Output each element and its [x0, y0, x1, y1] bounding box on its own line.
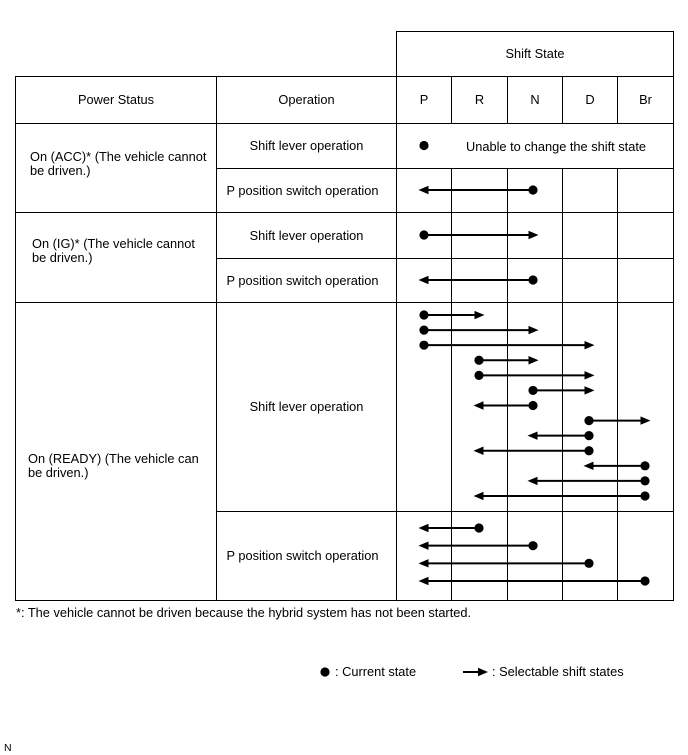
state-cell-br: [617, 302, 674, 512]
power-status-heading: Power Status: [77, 92, 155, 107]
unable-to-change-note: Unable to change the shift state: [466, 139, 646, 154]
state-cell-br: [617, 258, 674, 303]
power-status-line: be driven.): [32, 250, 93, 265]
state-cell-merged: [396, 123, 674, 169]
state-cell-br: [617, 212, 674, 259]
state-cell-n: [507, 258, 563, 303]
state-cell-r: [451, 168, 508, 213]
corner-label: N: [4, 742, 12, 754]
state-cell-n: [507, 168, 563, 213]
power-status-text: [32, 237, 195, 265]
state-cell-n: [507, 212, 563, 259]
column-header-n: [507, 76, 563, 124]
shift-state-title: Shift State: [505, 46, 565, 61]
footnote: *: The vehicle cannot be driven because the hybrid system has not been started.: [16, 605, 472, 620]
column-header-d: [562, 76, 618, 124]
shift-state-header: [396, 31, 674, 77]
power-status-line: On (IG)* (The vehicle cannot: [32, 236, 195, 251]
state-cell-d: [562, 511, 618, 601]
operation-p-position-switch: [216, 258, 397, 303]
power-status-ig: [15, 212, 217, 303]
column-label-br: Br: [639, 92, 652, 107]
power-status-line: On (READY) (The vehicle can: [28, 451, 199, 466]
state-cell-d: [562, 212, 618, 259]
power-status-line: be driven.): [30, 163, 91, 178]
state-cell-p: [396, 258, 452, 303]
state-cell-br: [617, 511, 674, 601]
legend-selectable-states-label: : Selectable shift states: [492, 664, 624, 679]
column-label-n: N: [530, 92, 540, 107]
operation-shift-lever: [216, 123, 397, 169]
column-header-br: [617, 76, 674, 124]
operation-heading: Operation: [278, 92, 335, 107]
state-cell-d: [562, 168, 618, 213]
operation-label: P position switch operation: [226, 182, 379, 198]
column-header-r: [451, 76, 508, 124]
state-cell-br: [617, 168, 674, 213]
power-status-text: [30, 150, 206, 178]
state-cell-p: [396, 511, 452, 601]
column-header-p: [396, 76, 452, 124]
column-label-r: R: [474, 92, 485, 107]
state-cell-p: [396, 168, 452, 213]
power-status-line: On (ACC)* (The vehicle cannot: [30, 149, 207, 164]
state-cell-p: [396, 212, 452, 259]
operation-header: [216, 76, 397, 124]
state-cell-n: [507, 302, 563, 512]
state-cell-r: [451, 212, 508, 259]
operation-label: Shift lever operation: [249, 138, 364, 153]
power-status-ready: [15, 302, 217, 601]
state-cell-d: [562, 302, 618, 512]
state-cell-r: [451, 258, 508, 303]
power-status-text: [28, 452, 199, 480]
state-cell-n: [507, 511, 563, 601]
operation-label: P position switch operation: [226, 548, 379, 563]
operation-shift-lever: [216, 212, 397, 259]
power-status-line: be driven.): [28, 465, 89, 480]
state-cell-d: [562, 258, 618, 303]
operation-p-position-switch: [216, 168, 397, 213]
operation-label: P position switch operation: [226, 272, 379, 288]
state-cell-r: [451, 302, 508, 512]
legend-arrow-head: [478, 668, 488, 676]
power-status-header: [15, 76, 217, 124]
legend-current-state-label: : Current state: [335, 664, 417, 679]
state-cell-p: [396, 302, 452, 512]
column-label-d: D: [585, 92, 595, 107]
power-status-acc: [15, 123, 217, 213]
state-cell-r: [451, 511, 508, 601]
operation-label: Shift lever operation: [249, 399, 364, 414]
column-label-p: P: [419, 92, 429, 107]
operation-p-position-switch: [216, 511, 397, 601]
legend-current-state-dot: [320, 667, 329, 676]
operation-label: Shift lever operation: [249, 227, 364, 243]
operation-shift-lever: [216, 302, 397, 512]
